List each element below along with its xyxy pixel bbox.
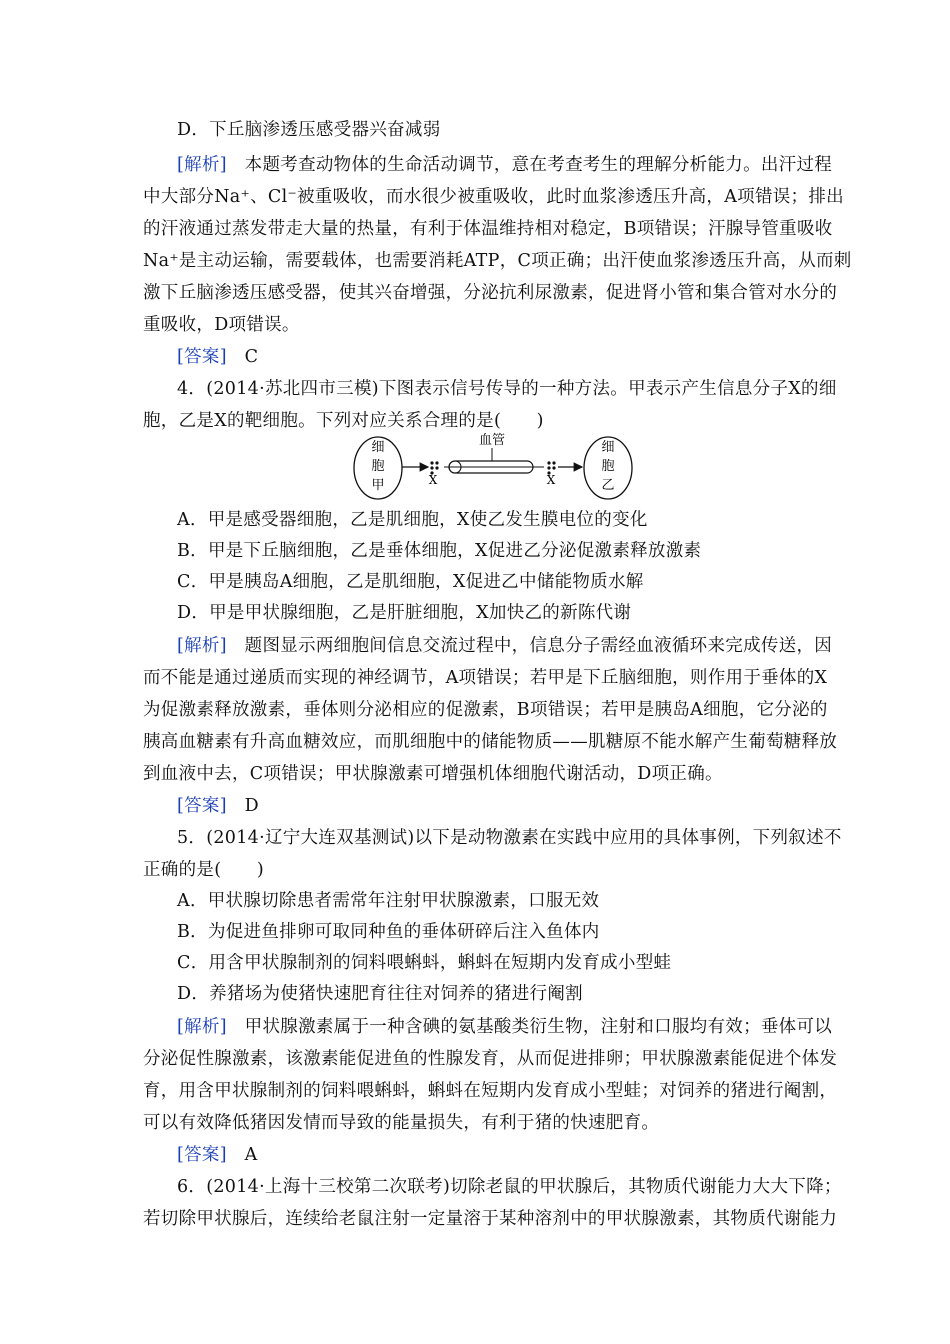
q5-option-b: B．为促进鱼排卵可取同种鱼的垂体研碎后注入鱼体内	[177, 922, 600, 942]
q5-stem-line-1: 5．(2014·辽宁大连双基测试)以下是动物激素在实践中应用的具体事例，下列叙述不	[177, 828, 842, 848]
analysis-tag: [解析]	[177, 155, 227, 175]
cell-yi-label-2: 胞	[601, 459, 615, 474]
q3-analysis-line-2: 中大部分Na⁺、Cl⁻被重吸收，而水很少被重吸收，此时血浆渗透压升高，A项错误；排出	[143, 187, 844, 207]
q4-option-c: C．甲是胰岛A细胞，乙是肌细胞，X促进乙中储能物质水解	[177, 572, 644, 592]
analysis-tag: [解析]	[177, 1017, 227, 1037]
q6-stem-line-1: 6．(2014·上海十三校第二次联考)切除老鼠的甲状腺后，其物质代谢能力大大下降；	[177, 1177, 842, 1197]
q3-analysis-line-5: 激下丘脑渗透压感受器，使其兴奋增强，分泌抗利尿激素，促进肾小管和集合管对水分的	[143, 283, 838, 303]
cell-yi-label-3: 乙	[601, 478, 615, 493]
q4-answer	[177, 794, 808, 818]
q3-analysis-line-6: 重吸收，D项错误。	[143, 315, 300, 335]
x-left-label: X	[428, 473, 438, 487]
answer-tag: [答案]	[177, 1145, 227, 1165]
q5-analysis-line-2: 分泌促性腺激素，该激素能促进鱼的性腺发育，从而促进排卵；甲状腺激素能促进个体发	[143, 1049, 838, 1069]
q3-analysis-line-4: Na⁺是主动运输，需要载体，也需要消耗ATP，C项正确；出汗使血浆渗透压升高，从而刺	[143, 251, 852, 271]
x-right-label: X	[546, 473, 556, 487]
answer-value: D	[244, 796, 260, 816]
q5-option-d: D．养猪场为使猪快速肥育往往对饲养的猪进行阉割	[177, 984, 583, 1004]
q3-option-d: D．下丘脑渗透压感受器兴奋减弱	[177, 120, 441, 140]
q3-analysis-line-1: [解析] 本题考查动物体的生命活动调节，意在考查考生的理解分析能力。出汗过程	[177, 155, 833, 175]
q3-answer	[177, 345, 808, 369]
q4-option-a: A．甲是感受器细胞，乙是肌细胞，X使乙发生膜电位的变化	[177, 510, 648, 530]
cell-yi-label-1: 细	[601, 440, 615, 455]
signal-transduction-diagram	[352, 432, 637, 502]
q4-stem-line-1: 4．(2014·苏北四市三模)下图表示信号传导的一种方法。甲表示产生信息分子X的细	[177, 379, 837, 399]
q4-analysis-line-2: 而不能是通过递质而实现的神经调节，A项错误；若甲是下丘脑细胞，则作用于垂体的X	[143, 668, 828, 688]
answer-value: C	[244, 347, 259, 367]
q5-stem-line-2: 正确的是( )	[143, 860, 265, 880]
q4-option-d: D．甲是甲状腺细胞，乙是肝脏细胞，X加快乙的新陈代谢	[177, 603, 632, 623]
cell-jia-label-2: 胞	[371, 459, 385, 474]
q5-analysis-line-3: 育，用含甲状腺制剂的饲料喂蝌蚪，蝌蚪在短期内发育成小型蛙；对饲养的猪进行阉割，	[143, 1081, 838, 1101]
vessel-label: 血管	[478, 433, 506, 448]
answer-tag: [答案]	[177, 347, 227, 367]
q4-analysis-line-3: 为促激素释放激素，垂体则分泌相应的促激素，B项错误；若甲是胰岛A细胞，它分泌的	[143, 700, 828, 720]
q5-option-c: C．用含甲状腺制剂的饲料喂蝌蚪，蝌蚪在短期内发育成小型蛙	[177, 953, 672, 973]
q3-analysis-line-3: 的汗液通过蒸发带走大量的热量，有利于体温维持相对稳定，B项错误；汗腺导管重吸收	[143, 219, 833, 239]
cell-jia-label-3: 甲	[371, 478, 385, 493]
analysis-tag: [解析]	[177, 636, 227, 656]
q6-stem-line-2: 若切除甲状腺后，连续给老鼠注射一定量溶于某种溶剂中的甲状腺激素，其物质代谢能力	[143, 1209, 838, 1229]
answer-value: A	[244, 1145, 258, 1165]
q4-analysis-line-4: 胰高血糖素有升高血糖效应，而肌细胞中的储能物质——肌糖原不能水解产生葡萄糖释放	[143, 732, 838, 752]
q4-analysis-line-5: 到血液中去，C项错误；甲状腺激素可增强机体细胞代谢活动，D项正确。	[143, 764, 723, 784]
q4-stem-line-2: 胞，乙是X的靶细胞。下列对应关系合理的是( )	[143, 411, 544, 431]
q4-option-b: B．甲是下丘脑细胞，乙是垂体细胞，X促进乙分泌促激素释放激素	[177, 541, 702, 561]
q5-answer	[177, 1143, 808, 1167]
q5-analysis-line-4: 可以有效降低猪因发情而导致的能量损失，有利于猪的快速肥育。	[143, 1113, 660, 1133]
answer-tag: [答案]	[177, 796, 227, 816]
cell-jia-label-1: 细	[371, 440, 385, 455]
q4-analysis-line-1: [解析] 题图显示两细胞间信息交流过程中，信息分子需经血液循环来完成传送，因	[177, 636, 833, 656]
q5-option-a: A．甲状腺切除患者需常年注射甲状腺激素，口服无效	[177, 891, 600, 911]
q5-analysis-line-1: [解析] 甲状腺激素属于一种含碘的氨基酸类衍生物，注射和口服均有效；垂体可以	[177, 1017, 833, 1037]
